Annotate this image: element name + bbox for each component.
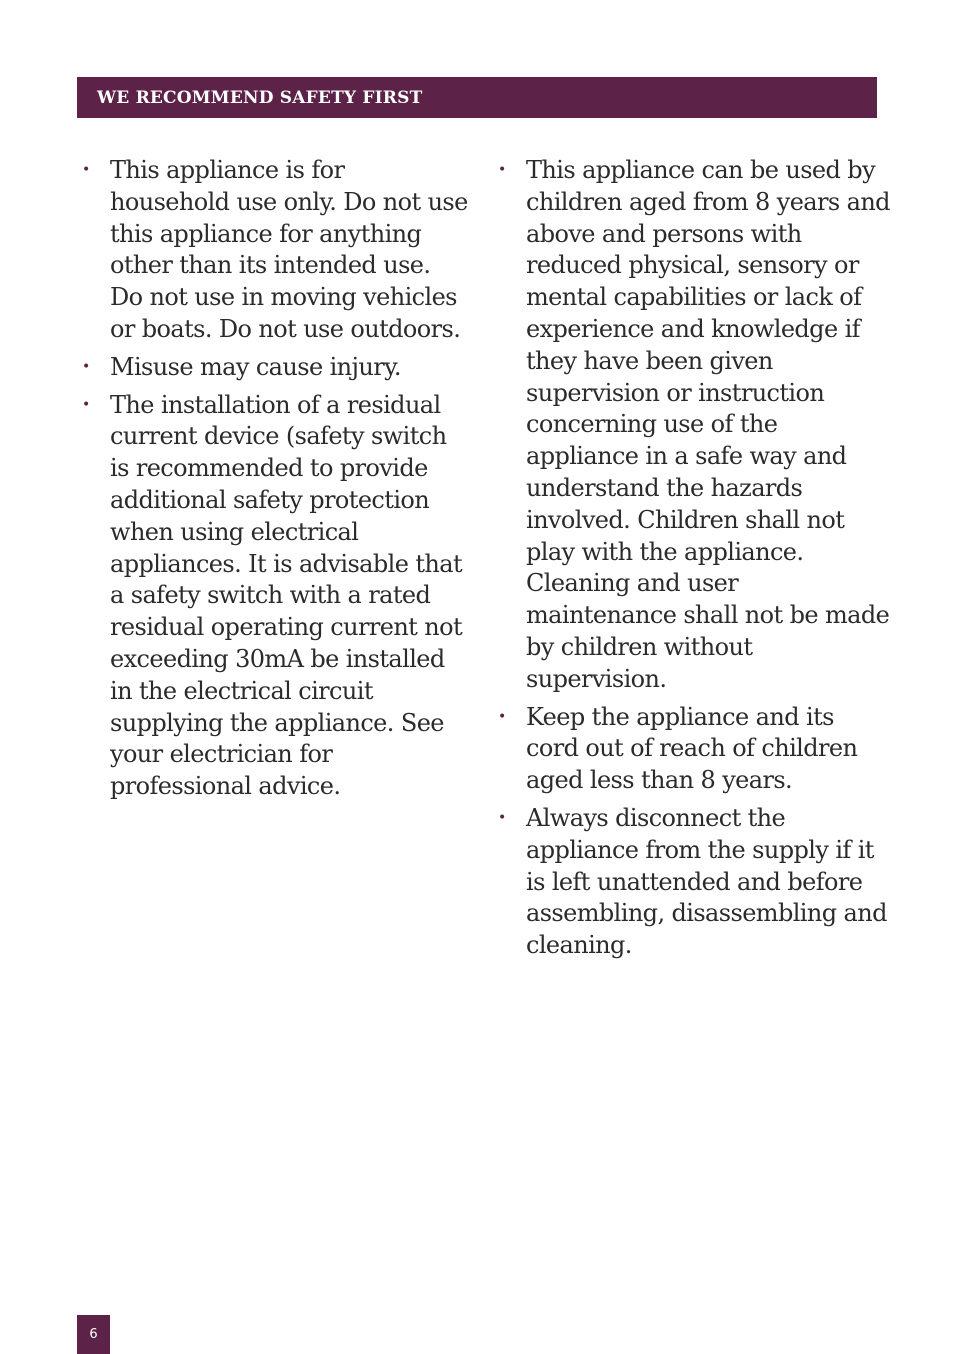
left-column bbox=[77, 155, 469, 809]
bullet-icon: • bbox=[498, 809, 506, 826]
bullet-icon: • bbox=[82, 162, 90, 178]
list-item bbox=[77, 390, 469, 803]
list-item-text: Misuse may cause injury. bbox=[110, 352, 401, 381]
safety-list-right bbox=[493, 155, 893, 962]
page-number: 6 bbox=[89, 1327, 98, 1342]
list-item-text: Always disconnect the appliance from the supply if it is left unattended and before assembling, disassembling and cleaning. bbox=[526, 803, 887, 960]
list-item-text: The installation of a residual current device (safety switch is recommended to provide additional safety protection when using electrical appliances. It is advisable that a safety switch with a rated residual operating current not exceeding 30mA be installed in the electrical circuit supplying the appliance. See your electrician for professional advice. bbox=[110, 390, 463, 801]
bullet-icon: • bbox=[82, 396, 90, 413]
bullet-icon: • bbox=[498, 162, 506, 178]
list-item bbox=[77, 155, 469, 346]
list-item bbox=[77, 352, 469, 384]
safety-list-left bbox=[77, 155, 469, 803]
bullet-icon: • bbox=[82, 358, 90, 375]
section-title: WE RECOMMEND SAFETY FIRST bbox=[97, 88, 423, 108]
list-item bbox=[493, 803, 893, 962]
list-item bbox=[493, 702, 893, 797]
list-item-text: This appliance can be used by children aged from 8 years and above and persons with reduced physical, sensory or mental capabilities or lack of experience and knowledge if they have been given supervision or instruction concerning use of the appliance in a safe way and understand the hazards involved. Children shall not play with the appliance. Cleaning and user maintenance shall not be made by children without supervision. bbox=[526, 156, 890, 693]
list-item-text: Keep the appliance and its cord out of reach of children aged less than 8 years. bbox=[526, 702, 858, 795]
bullet-icon: • bbox=[498, 708, 506, 725]
page-number-badge bbox=[77, 1315, 110, 1354]
list-item bbox=[493, 155, 893, 696]
section-header-bar bbox=[77, 77, 877, 118]
list-item-text: This appliance is for household use only. Do not use this appliance for anything other than its intended use. Do not use in moving vehicles or boats. Do not use outdoors. bbox=[110, 156, 468, 343]
right-column bbox=[493, 155, 893, 968]
